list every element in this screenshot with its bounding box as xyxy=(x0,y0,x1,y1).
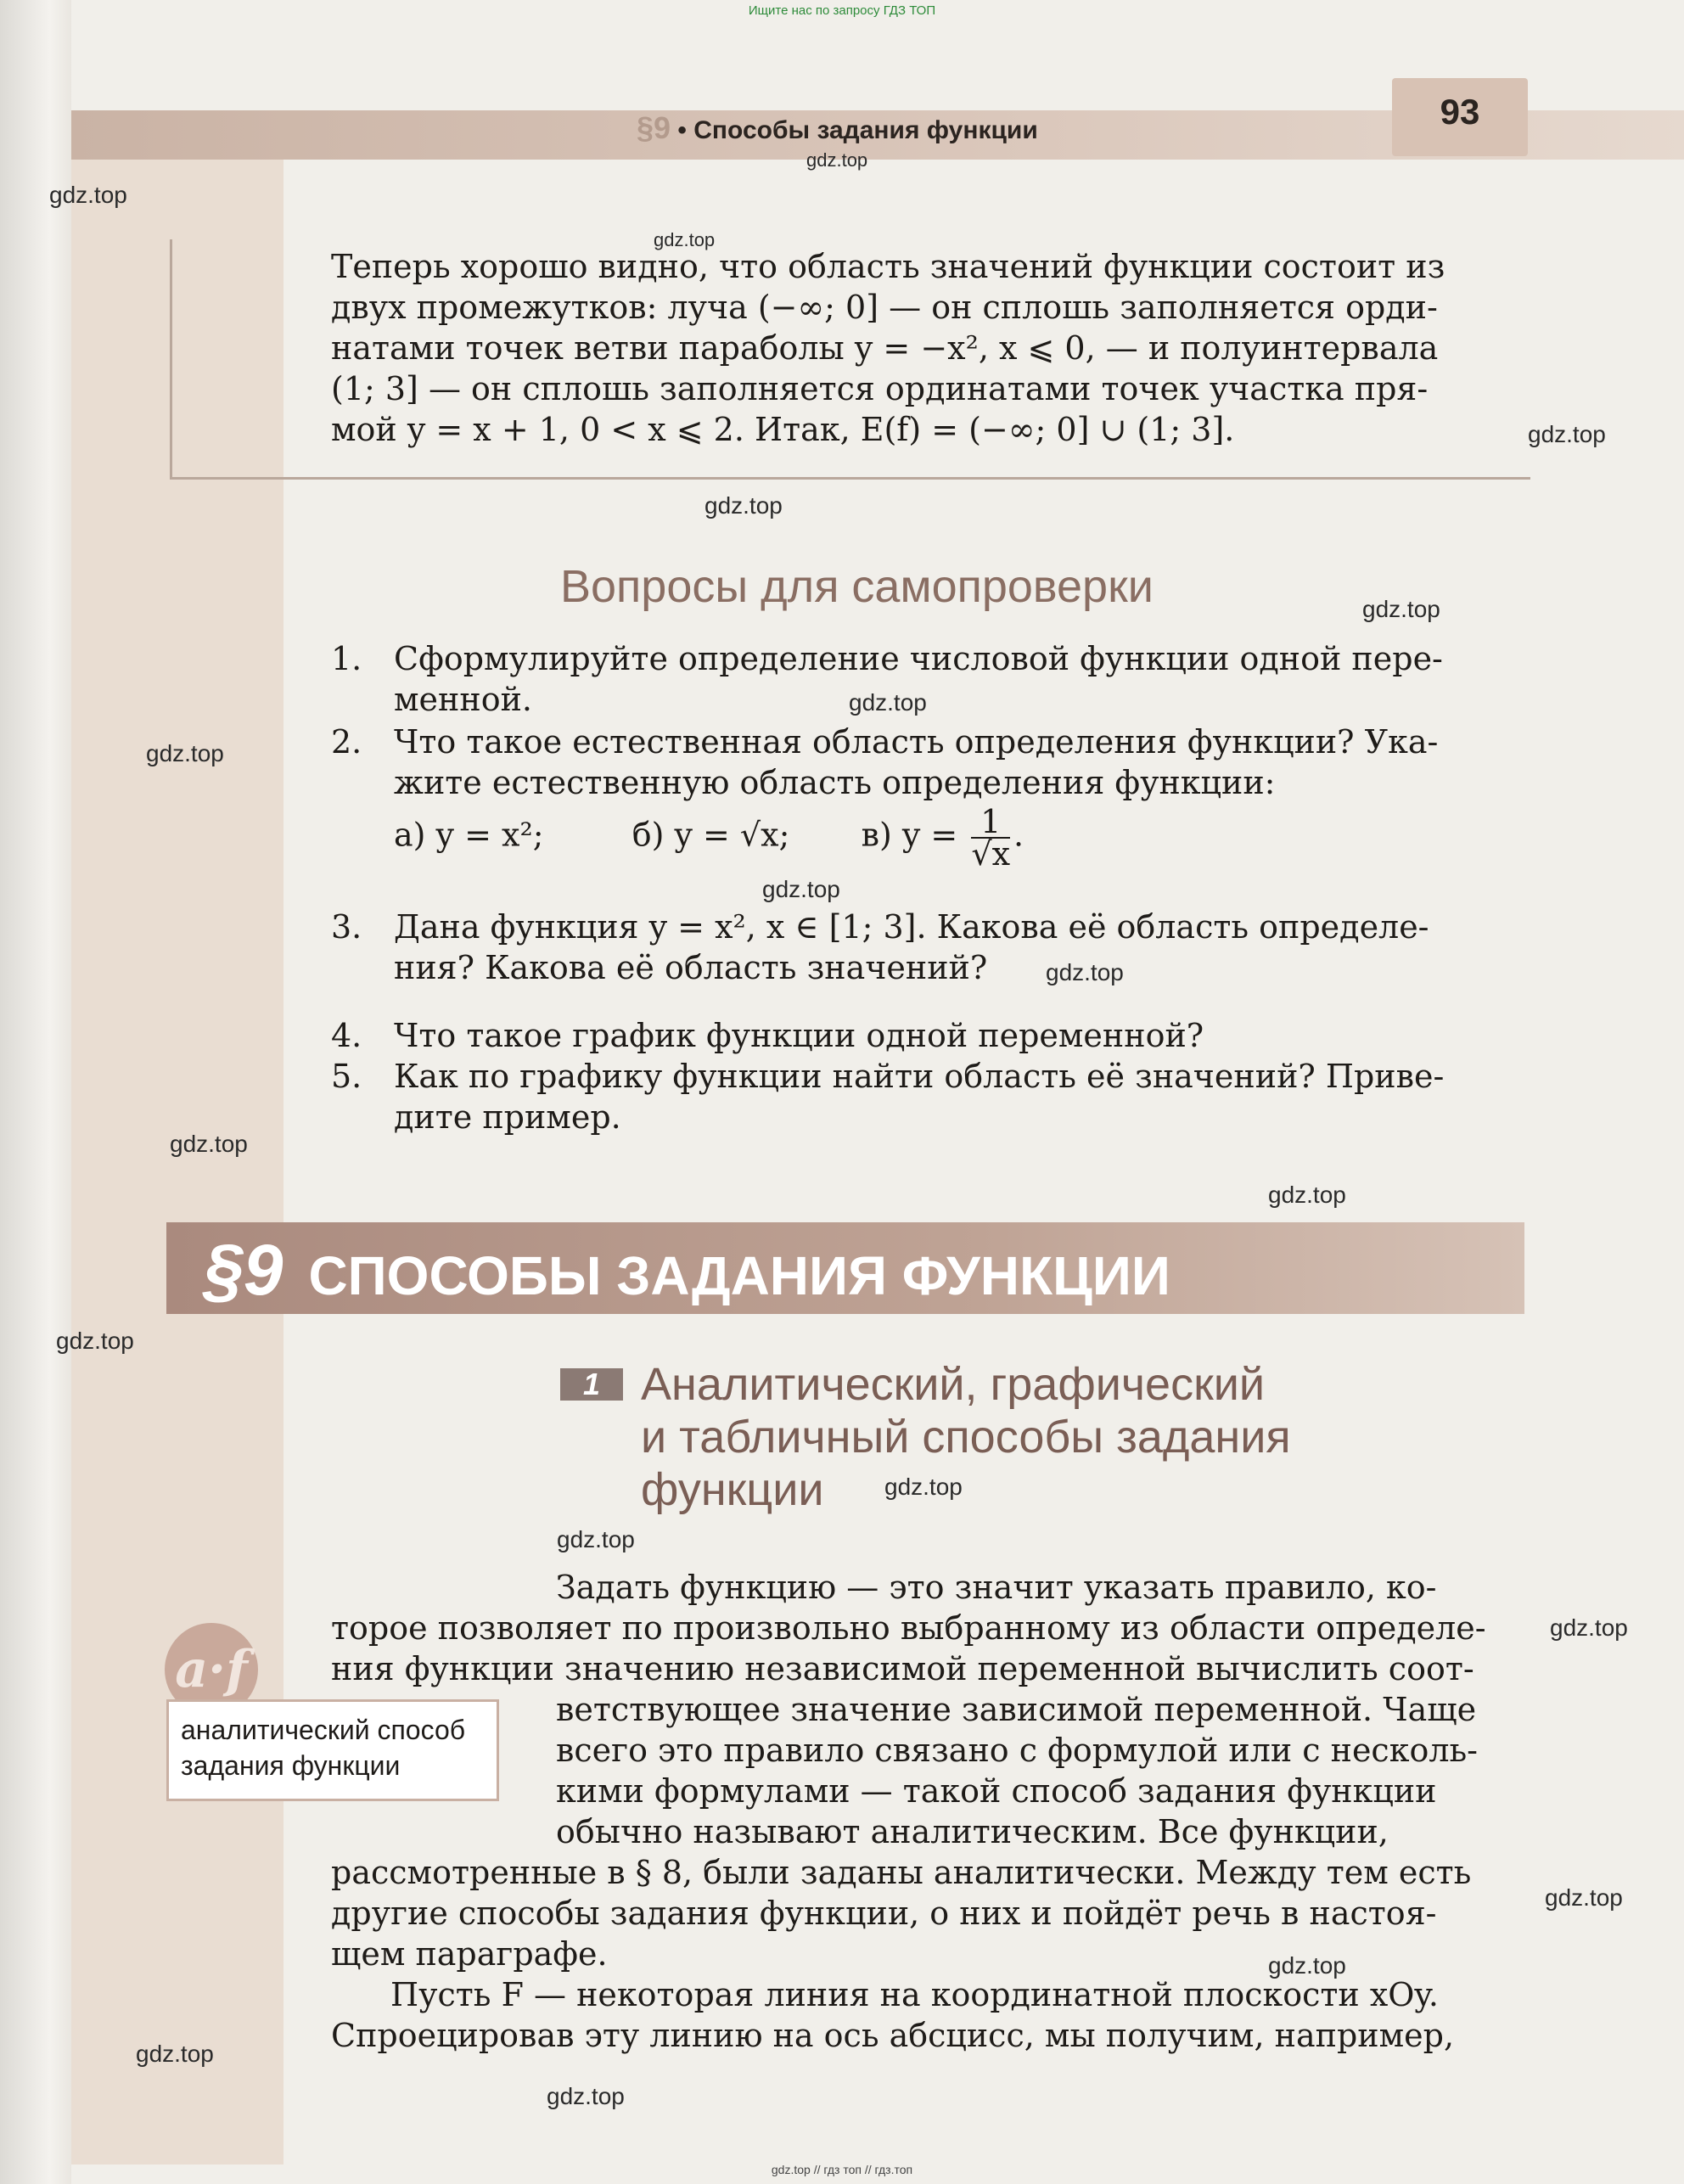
watermark-bottom: gdz.top // гдз топ // гдз.топ xyxy=(771,2163,913,2176)
question-number: 4. xyxy=(331,1017,362,1054)
watermark-label: gdz.top xyxy=(136,2041,214,2067)
option-a: а) y = x²; xyxy=(394,816,544,854)
text-line: менной. xyxy=(394,681,532,718)
watermark-label: gdz.top xyxy=(849,689,927,716)
text-line: Сформулируйте определение числовой функции одной пере- xyxy=(394,640,1443,677)
text-line: рассмотренные в § 8, были заданы аналитически. Между тем есть xyxy=(331,1854,1472,1891)
text-line: Задать функцию — это значит указать правило, ко- xyxy=(556,1569,1437,1606)
side-note-line: задания функции xyxy=(181,1750,401,1781)
text-line: Пусть F — некоторая линия на координатной плоскости xOy. xyxy=(390,1976,1439,2013)
watermark-label: gdz.top xyxy=(704,492,783,519)
running-header-section: §9 xyxy=(637,110,671,145)
text-line: мой y = x + 1, 0 < x ⩽ 2. Итак, E(f) = (−∞; 0] ∪ (1; 3]. xyxy=(331,411,1235,448)
option-c: в) y = xyxy=(861,816,958,854)
text-line: двух промежутков: луча (−∞; 0] — он сплошь заполняется орди- xyxy=(331,289,1438,326)
running-header-title: Способы задания функции xyxy=(693,116,1038,144)
text-line: обычно называют аналитическим. Все функции, xyxy=(556,1813,1389,1850)
option-c-end: . xyxy=(1013,816,1024,854)
running-header-bullet: • xyxy=(677,116,687,144)
margin-icon-glyph: a·f xyxy=(175,1640,248,1699)
watermark-top: Ищите нас по запросу ГДЗ ТОП xyxy=(748,3,936,18)
side-note xyxy=(166,1699,499,1801)
text-line: (1; 3] — он сплошь заполняется ординатами точек участка пря- xyxy=(331,370,1429,407)
watermark-label: gdz.top xyxy=(56,1328,134,1354)
watermark-label: gdz.top xyxy=(654,229,716,250)
watermark-label: gdz.top xyxy=(1362,596,1440,622)
subsection-title-line: и табличный способы задания xyxy=(641,1412,1291,1463)
question-4 xyxy=(331,1015,1519,1056)
watermark-label: gdz.top xyxy=(806,149,868,171)
page-number: 93 xyxy=(1440,92,1480,132)
text-line: Что такое график функции одной переменной? xyxy=(394,1017,1204,1054)
fraction-denominator: √x xyxy=(971,835,1011,873)
subsection-number: 1 xyxy=(560,1368,623,1401)
section-title xyxy=(204,1229,1170,1311)
running-header xyxy=(637,110,1038,146)
question-3 xyxy=(331,907,1519,988)
question-5 xyxy=(331,1056,1519,1137)
text-line: ния функции значению независимой переменной вычислить соот- xyxy=(331,1650,1474,1687)
subsection-title-line: функции xyxy=(641,1464,824,1515)
watermark-label: gdz.top xyxy=(1046,959,1124,985)
body-text-3 xyxy=(556,1689,1519,1852)
watermark-label: gdz.top xyxy=(1545,1884,1623,1911)
text-line: торое позволяет по произвольно выбранному из области определе- xyxy=(331,1609,1486,1647)
text-line: ветствующее значение зависимой переменной. Чаще xyxy=(556,1691,1477,1728)
watermark-label: gdz.top xyxy=(557,1526,635,1552)
subsection-title xyxy=(641,1358,1405,1516)
watermark-label: gdz.top xyxy=(1268,1182,1346,1208)
text-line: Что такое естественная область определения функции? Ука- xyxy=(394,723,1439,761)
section-title-text: СПОСОБЫ ЗАДАНИЯ ФУНКЦИИ xyxy=(308,1245,1170,1306)
text-line: ния? Какова её область значений? xyxy=(394,949,988,986)
question-number: 5. xyxy=(331,1058,362,1095)
text-line: Как по графику функции найти область её значений? Приве- xyxy=(394,1058,1445,1095)
option-b: б) y = √x; xyxy=(632,816,790,854)
text-line: жите естественную область определения функции: xyxy=(394,764,1276,801)
watermark-label: gdz.top xyxy=(1550,1614,1628,1641)
side-note-line: аналитический способ xyxy=(181,1715,466,1745)
section-number: §9 xyxy=(204,1230,283,1310)
questions-heading: Вопросы для самопроверки xyxy=(560,561,1154,612)
book-spine xyxy=(0,0,71,2184)
watermark-label: gdz.top xyxy=(547,2083,625,2109)
text-line: Теперь хорошо видно, что область значений функции состоит из xyxy=(331,248,1445,285)
body-text-2 xyxy=(331,1608,1519,1689)
text-line: другие способы задания функции, о них и пойдёт речь в настоя- xyxy=(331,1895,1437,1932)
example-text xyxy=(331,246,1519,450)
question-number: 3. xyxy=(331,908,362,946)
watermark-label: gdz.top xyxy=(146,740,224,766)
question-number: 2. xyxy=(331,723,362,761)
watermark-label: gdz.top xyxy=(1268,1952,1346,1979)
question-2-options xyxy=(394,803,1243,873)
question-2 xyxy=(331,721,1519,803)
watermark-label: gdz.top xyxy=(1528,421,1606,447)
body-text-1 xyxy=(556,1567,1519,1608)
text-line: натами точек ветви параболы y = −x², x ⩽ 0, — и полуинтервала xyxy=(331,329,1439,367)
text-line: щем параграфе. xyxy=(331,1935,608,1973)
text-line: всего это правило связано с формулой или с несколь- xyxy=(556,1732,1479,1769)
subsection-title-line: Аналитический, графический xyxy=(641,1359,1266,1410)
watermark-label: gdz.top xyxy=(762,876,840,902)
watermark-label: gdz.top xyxy=(884,1474,963,1500)
question-number: 1. xyxy=(331,640,362,677)
watermark-label: gdz.top xyxy=(49,182,127,208)
text-line: Дана функция y = x², x ∈ [1; 3]. Какова её область определе- xyxy=(394,908,1429,946)
watermark-label: gdz.top xyxy=(170,1131,248,1157)
option-c-fraction xyxy=(971,803,1011,873)
text-line: кими формулами — такой способ задания функции xyxy=(556,1772,1437,1810)
text-line: дите пример. xyxy=(394,1098,621,1136)
fraction-numerator: 1 xyxy=(971,806,1010,839)
text-line: Спроецировав эту линию на ось абсцисс, мы получим, например, xyxy=(331,2017,1455,2054)
